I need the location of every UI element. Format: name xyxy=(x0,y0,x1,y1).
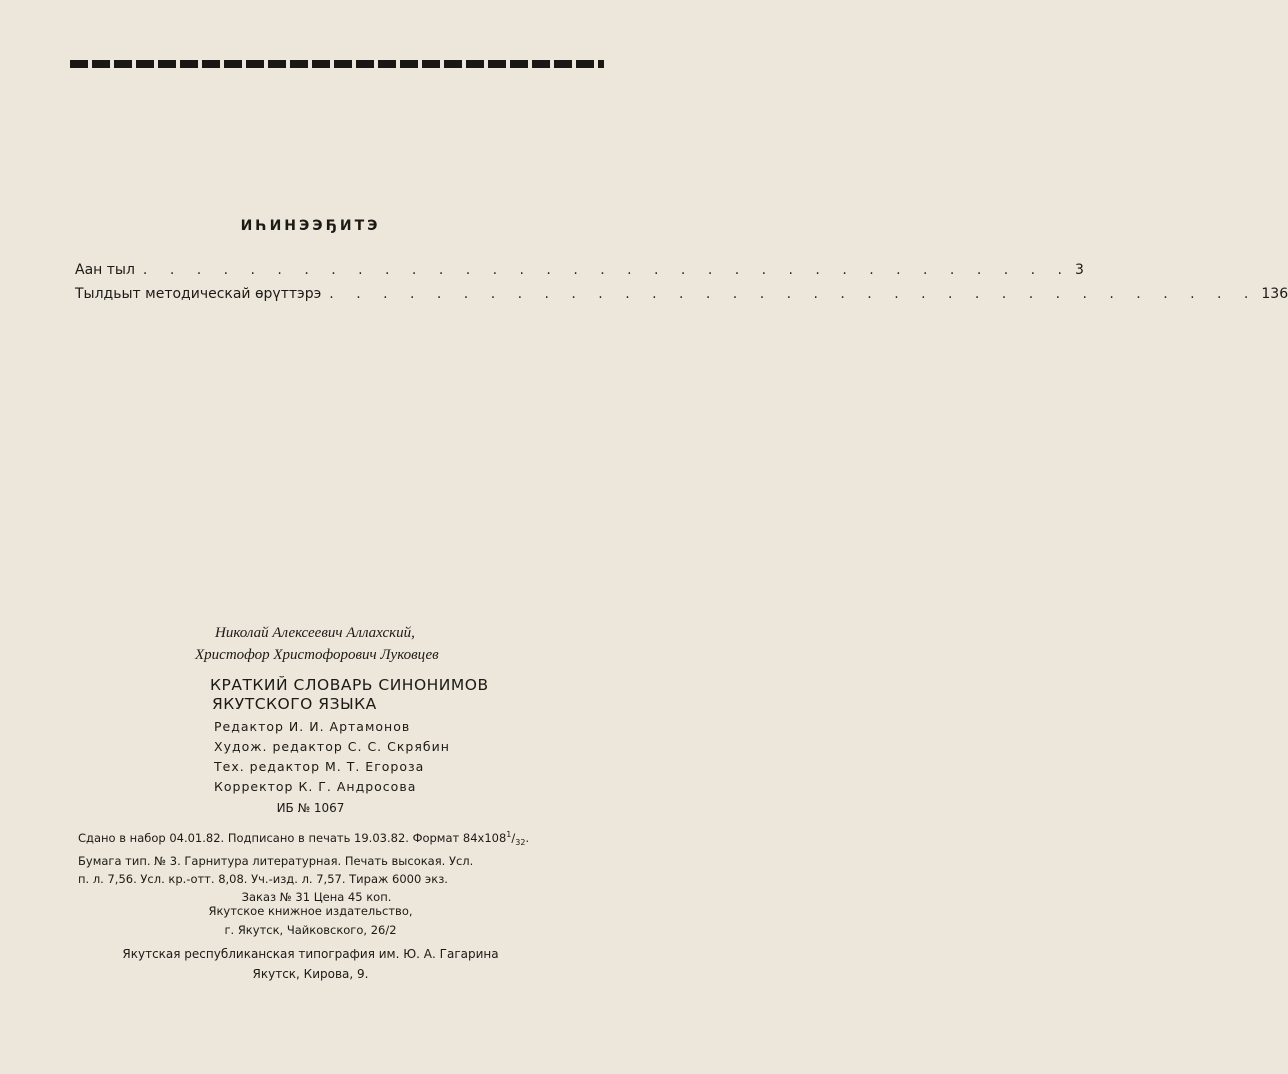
author-name: Николай Алексеевич Аллахский, xyxy=(215,625,415,641)
book-title-line: ЯКУТСКОГО ЯЗЫКА xyxy=(212,695,377,713)
imprint-line: п. л. 7,56. Усл. кр.-отт. 8,08. Уч.-изд. л. 7,57. Тираж 6000 экз. xyxy=(78,872,448,887)
staff-line: Редактор И. И. Артамонов xyxy=(214,719,411,734)
publisher-line: г. Якутск, Чайковского, 26/2 xyxy=(224,923,397,937)
toc-entry-page: 136 xyxy=(1261,286,1288,302)
staff-line: Корректор К. Г. Андросова xyxy=(214,779,417,794)
toc-entry xyxy=(75,286,1288,302)
decorative-rule xyxy=(70,60,604,68)
book-title xyxy=(210,676,489,714)
imprint-line: Бумага тип. № 3. Гарнитура литературная. Печать высокая. Усл. xyxy=(78,854,474,869)
printer-line: Якутская республиканская типография им. Ю. А. Гагарина xyxy=(122,947,499,961)
toc-title: ИҺИНЭЭҔИТЭ xyxy=(240,218,381,234)
format-sub: 32 xyxy=(515,838,526,848)
editorial-staff xyxy=(214,717,450,797)
author-name: Христофор Христофорович Луковцев xyxy=(195,647,439,663)
ib-number: ИБ № 1067 xyxy=(276,801,345,815)
imprint-text: . xyxy=(525,830,530,845)
publisher-line: Якутское книжное издательство, xyxy=(208,904,413,918)
staff-line: Тех. редактор М. Т. Егороза xyxy=(214,759,425,774)
toc-leader-dots: . . . . . . . . . . . . . . . . . . . . . . . . . . . . . . . . . . . xyxy=(142,262,1071,278)
authors-block xyxy=(195,622,439,666)
toc-entry-label: Аан тыл xyxy=(75,262,135,278)
book-title-line: КРАТКИЙ СЛОВАРЬ СИНОНИМОВ xyxy=(210,676,489,694)
imprint-block xyxy=(78,826,615,906)
staff-line: Худож. редактор С. С. Скрябин xyxy=(214,739,450,754)
toc-entry-page: 3 xyxy=(1075,262,1084,278)
publisher-block xyxy=(0,902,621,940)
imprint-line: Заказ № 31 Цена 45 коп. xyxy=(241,890,392,905)
toc-leader-dots: . . . . . . . . . . . . . . . . . . . . . . . . . . . . . . . . . . . xyxy=(329,286,1258,302)
imprint-line: Сдано в набор 04.01.82. Подписано в печать 19.03.82. Формат $84х108^1/_{32}$. xyxy=(78,830,530,848)
format-sup: 1 xyxy=(506,830,512,839)
printer-line: Якутск, Кирова, 9. xyxy=(252,967,369,981)
imprint-text: Сдано в набор 04.01.82. Подписано в печать 19.03.82. Формат 84х108 xyxy=(78,830,507,845)
toc-entry xyxy=(75,262,1084,278)
printer-block xyxy=(0,944,621,984)
toc-entry-label: Тылдьыт методическай өрүттэрэ xyxy=(75,286,322,302)
